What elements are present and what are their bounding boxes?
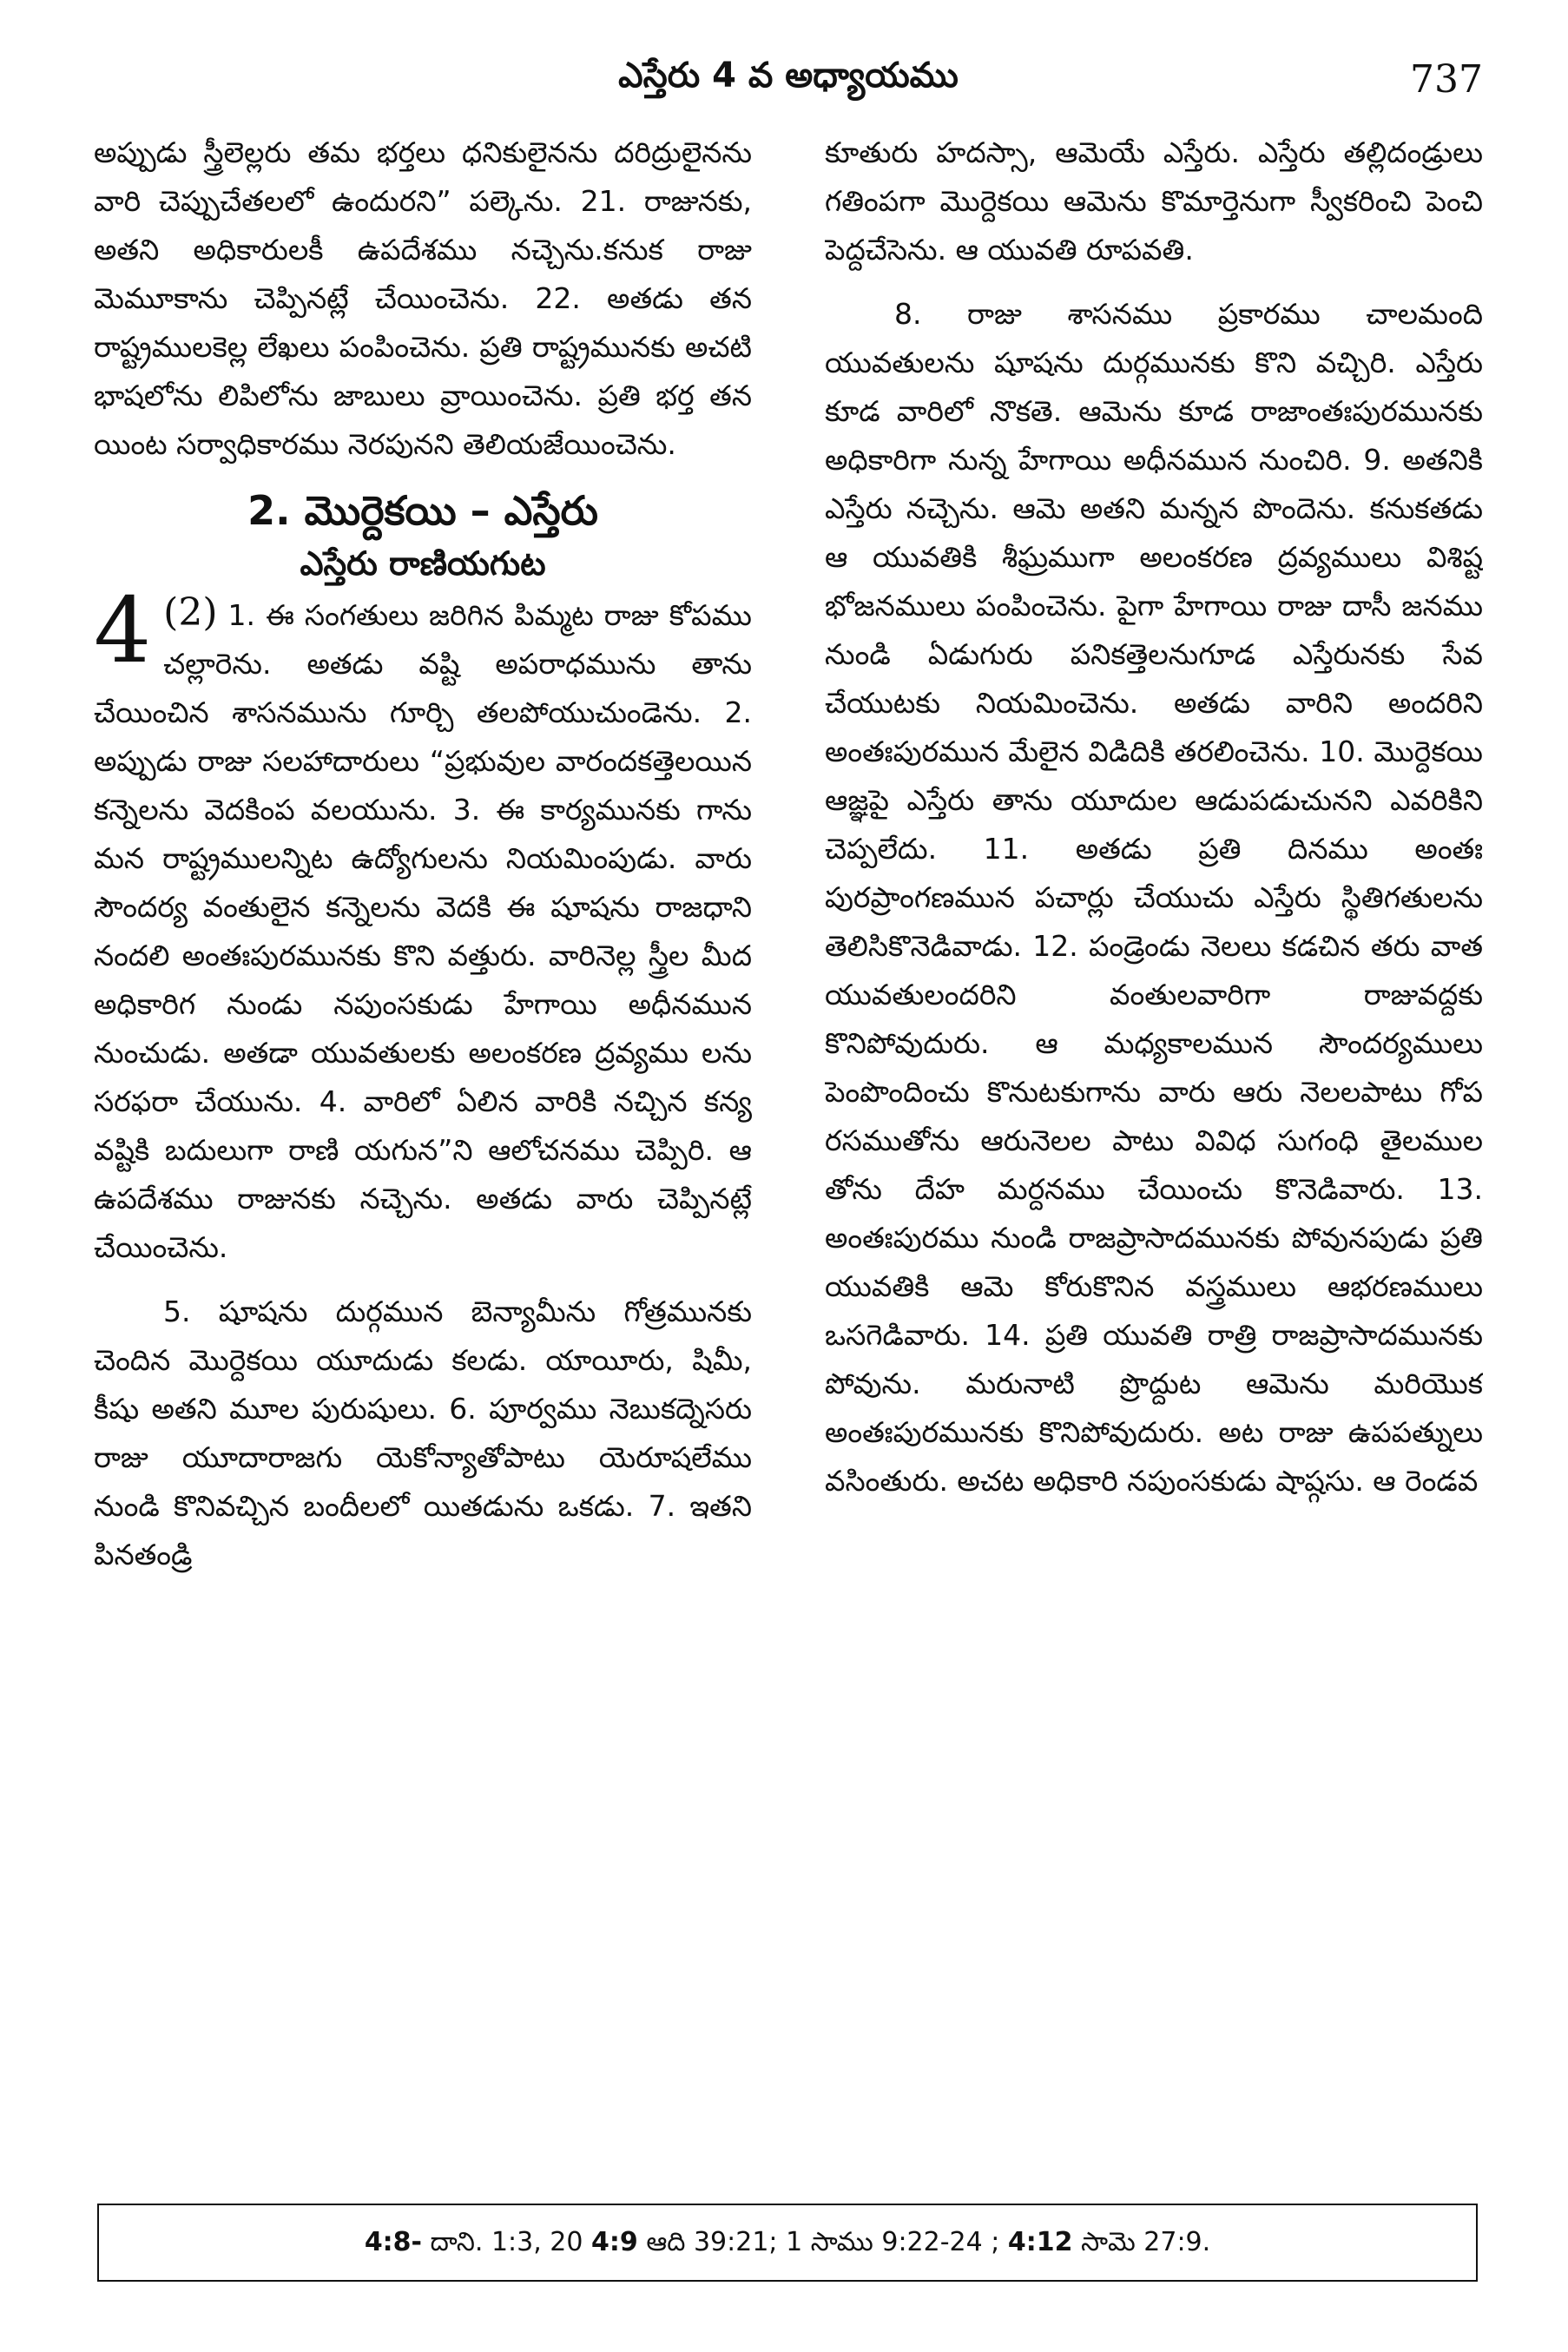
running-title: ఎస్తేరు 4 వ అధ్యాయము	[618, 56, 959, 96]
paragraph: కూతురు హదస్సా, ఆమెయే ఎస్తేరు. ఎస్తేరు తల్లిదండ్రులు గతింపగా మొర్దెకయి ఆమెను కొమార్తెనుగా స్వీకరించి పెంచి పెద్దచేసెను. ఆ యువతి రూపవతి.	[825, 135, 1483, 267]
footnote-ref: 4:9	[591, 2227, 638, 2257]
chapter-reference: (2)	[163, 590, 218, 635]
chapter-start-paragraph	[94, 577, 752, 1272]
cross-reference-footnote	[97, 2204, 1478, 2282]
paragraph: 5. షూషను దుర్గమున బెన్యామీను గోత్రమునకు చెందిన మొర్దెకయి యూదుడు కలడు. యాయీరు, షిమీ, కీషు అతని మూల పురుషులు. 6. పూర్వము నెబుకద్నెసరు రాజు యూదారాజగు యెకోన్యాతోపాటు యెరూషలేము నుండి కొనివచ్చిన బందీలలో యితడును ఒకడు. 7. ఇతని పినతండ్రి	[94, 1295, 752, 1571]
paragraph: 8. రాజు శాసనము ప్రకారము చాలమంది యువతులను షూషను దుర్గమునకు కొని వచ్చిరి. ఎస్తేరు కూడ వారిలో నొకతె. ఆమెను కూడ రాజాంతఃపురమునకు అధికారిగా నున్న హేగాయి అధీనమున నుంచిరి. 9. అతనికి ఎస్తేరు నచ్చెను. ఆమె అతని మన్నన పొందెను. కనుకతడు ఆ యువతికి శీఘ్రముగా అలంకరణ ద్రవ్యములు విశిష్ట భోజనములు పంపించెను. పైగా హేగాయి రాజు దాసీ జనము నుండి ఏడుగురు పనికత్తెలనుగూడ ఎస్తేరునకు సేవ చేయుటకు నియమించెను. అతడు వారిని అందరిని అంతఃపురమున మేలైన విడిదికి తరలించెను. 10. మొర్దెకయి ఆజ్ఞపై ఎస్తేరు తాను యూదుల ఆడుపడుచునని ఎవరికిని చెప్పలేదు. 11. అతడు ప్రతి దినము అంతః పురప్రాంగణమున పచార్లు చేయుచు ఎస్తేరు స్థితిగతులను తెలిసికొనెడివాడు. 12. పండ్రెండు నెలలు కడచిన తరు వాత యువతులందరిని వంతులవారిగా రాజువద్దకు కొనిపోవుదురు. ఆ మధ్యకాలమున సౌందర్యములు పెంపొందించు కొనుటకుగాను వారు ఆరు నెలలపాటు గోప రసముతోను ఆరునెలల పాటు వివిధ సుగంధి తైలముల తోను దేహ మర్దనము చేయించు కొనెడివారు. 13. అంతఃపురము నుండి రాజప్రాసాదమునకు పోవునపుడు ప్రతి యువతికి ఆమె కోరుకొనిన వస్త్రములు ఆభరణములు ఒసగెడివారు. 14. ప్రతి యువతి రాత్రి రాజప్రాసాదమునకు పోవును. మరునాటి ప్రొద్దుట ఆమెను మరియొక అంతఃపురమునకు కొనిపోవుదురు. అట రాజు ఉపపత్నులు వసింతురు. అచట అధికారి నపుంసకుడు షాష్గసు. ఆ రెండవ	[825, 297, 1483, 1498]
section-heading: 2. మొర్దెకయి – ఎస్తేరు	[247, 487, 598, 534]
footnote-text: దాని. 1:3, 20	[422, 2227, 592, 2257]
right-column	[825, 128, 1483, 2186]
sub-heading: ఎస్తేరు రాణియగుట	[300, 544, 546, 583]
footnote-ref: 4:8-	[364, 2227, 423, 2257]
footnote-ref: 4:12	[1007, 2227, 1073, 2257]
page-number: 737	[1410, 57, 1483, 102]
chapter-number: 4	[94, 577, 152, 683]
paragraph-text: 1. ఈ సంగతులు జరిగిన పిమ్మట రాజు కోపము చల్లారెను. అతడు వష్టి అపరాధమును తాను చేయించిన శాసనమును గూర్చి తలపోయుచుండెను. 2. అప్పుడు రాజు సలహాదారులు “ప్రభువుల వారందకత్తెలయిన కన్నెలను వెదకింప వలయును. 3. ఈ కార్యమునకు గాను మన రాష్ట్రములన్నిట ఉద్యోగులను నియమింపుడు. వారు సౌందర్య వంతులైన కన్నెలను వెదకి ఈ షూషను రాజధాని నందలి అంతఃపురమునకు కొని వత్తురు. వారినెల్ల స్త్రీల మీద అధికారిగ నుండు నపుంసకుడు హేగాయి అధీనమున నుంచుడు. అతడా యువతులకు అలంకరణ ద్రవ్యము లను సరఫరా చేయును. 4. వారిలో ఏలిన వారికి నచ్చిన కన్య వష్టికి బదులుగా రాణి యగున”ని ఆలోచనము చెప్పిరి. ఆ ఉపదేశము రాజునకు నచ్చెను. అతడు వారు చెప్పినట్లే చేయించెను.	[94, 598, 752, 1264]
footnote-text: ఆది 39:21; 1 సాము 9:22-24 ;	[637, 2227, 1008, 2257]
footnote-text: సామె 27:9.	[1072, 2227, 1211, 2257]
left-column	[94, 128, 752, 2186]
page-header	[94, 45, 1483, 106]
text-columns	[94, 128, 1483, 2186]
paragraph: అప్పుడు స్త్రీలెల్లరు తమ భర్తలు ధనికులైనను దరిద్రులైనను వారి చెప్పుచేతలలో ఉందురని” పల్కెను. 21. రాజునకు, అతని అధికారులకీ ఉపదేశము నచ్చెను.కనుక రాజు మెమూకాను చెప్పినట్లే చేయించెను. 22. అతడు తన రాష్ట్రములకెల్ల లేఖలు పంపించెను. ప్రతి రాష్ట్రమునకు అచటి భాషలోను లిపిలోను జాబులు వ్రాయించెను. ప్రతి భర్త తన యింట సర్వాధికారము నెరపునని తెలియజేయించెను.	[94, 135, 752, 461]
